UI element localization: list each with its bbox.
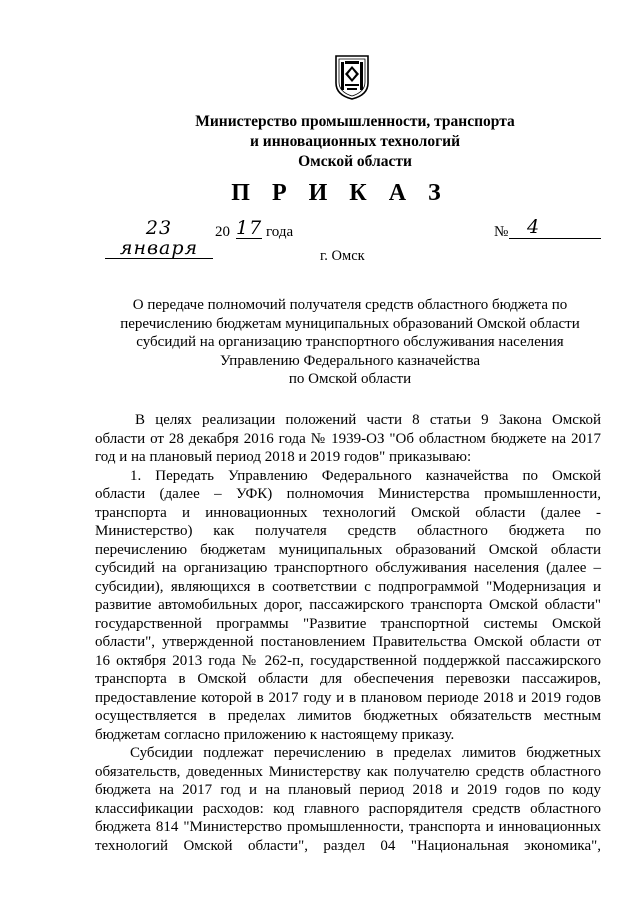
paragraph-line: классификации расходов: код главного распорядителя средств областного	[95, 800, 601, 817]
ministry-name-line-1: Министерство промышленности, транспорта	[195, 113, 515, 130]
paragraph-line: бюджета на 2017 год и на плановый период 2018 и 2019 годов по коду	[95, 782, 601, 798]
omsk-region-emblem	[332, 53, 372, 101]
paragraph-line: области (далее – УФК) полномочия Министерства промышленности,	[95, 486, 601, 502]
paragraph-line: субсидии), являющихся в соответствии с подпрограммой "Модернизация и	[95, 578, 601, 595]
paragraph-line: Министерство) как получателя средств областного бюджета по	[95, 523, 601, 539]
date-suffix: года	[266, 224, 294, 240]
paragraph-line: развитие автомобильных дорог, пассажирского транспорта Омской области"	[95, 597, 601, 613]
paragraph-line: перечислению бюджетам муниципальных образований Омской области	[95, 541, 601, 558]
paragraph-line: области от 28 декабря 2016 года № 1939-ОЗ "Об областном бюджете на 2017	[95, 430, 601, 447]
paragraph-line: предоставление которой в 2017 году и в плановом периоде 2018 и 2019 годов	[95, 689, 601, 706]
subject-line: субсидий на организацию транспортного обслуживания населения	[136, 334, 564, 350]
order-number-sign: №	[494, 224, 509, 240]
order-number: 4	[509, 216, 601, 239]
paragraph-line: транспорта в Омской области для обеспечения перевозки пассажиров,	[95, 671, 601, 687]
date-day-month: 23 января	[105, 218, 213, 259]
paragraph-line: 16 октября 2013 года № 262-п, государственной поддержкой пассажирского	[95, 652, 601, 669]
ministry-name-line-2: и инновационных технологий	[249, 133, 461, 150]
paragraph-line: транспорта и инновационных технологий Омской области (далее -	[95, 504, 601, 521]
date-year-prefix: 20	[215, 224, 230, 240]
paragraph-line: осуществляется в пределах лимитов бюджетных обязательств местным	[95, 708, 601, 724]
paragraph-line: технологий Омской области", раздел 04 "Национальная экономика",	[95, 837, 601, 854]
paragraph-line: бюджета 814 "Министерство промышленности, транспорта и инновационных	[95, 819, 601, 835]
subject-line: по Омской области	[288, 371, 412, 387]
paragraph-line: области", утвержденной постановлением Правительства Омской области от	[95, 634, 601, 650]
order-subject	[110, 296, 590, 389]
subject-line: перечислению бюджетам муниципальных образований Омской области	[120, 315, 580, 332]
subject-line: Управлению Федерального казначейства	[219, 352, 480, 369]
paragraph-line: год и на плановый период 2018 и 2019 годов" приказываю:	[95, 449, 472, 465]
paragraph-line: государственной программы "Развитие транспортной системы Омской	[95, 615, 601, 632]
paragraph-line: обязательств, доведенных Министерству как получателю средств областного	[95, 763, 601, 780]
document-type-title: П Р И К А З	[231, 180, 449, 206]
city: г. Омск	[320, 248, 365, 264]
paragraph-line: бюджетам согласно приложению к настоящему приказу.	[95, 726, 455, 743]
subject-line: О передаче полномочий получателя средств областного бюджета по	[132, 297, 568, 313]
paragraph-line: Субсидии подлежат перечислению в пределах лимитов бюджетных	[130, 745, 601, 761]
paragraph-line: субсидий на организацию транспортного обслуживания населения (далее –	[95, 560, 601, 576]
ministry-name-line-3: Омской области	[298, 153, 412, 170]
date-year-suffix: 17	[236, 217, 263, 239]
paragraph-line: В целях реализации положений части 8 статьи 9 Закона Омской	[135, 412, 601, 428]
order-body	[95, 411, 601, 855]
paragraph-line: 1. Передать Управлению Федерального казначейства по Омской	[130, 467, 601, 484]
